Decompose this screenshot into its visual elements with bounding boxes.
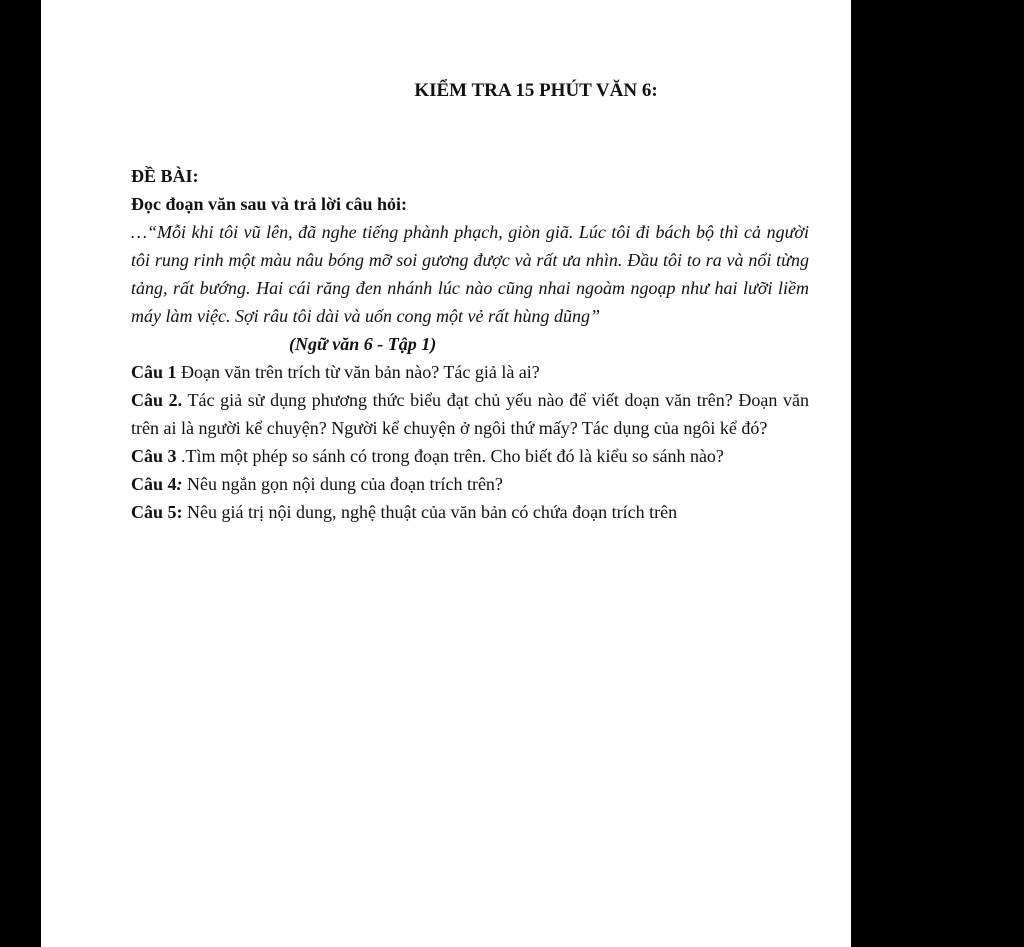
question-2-text: Tác giả sử dụng phương thức biểu đạt chủ yếu nào để viết doạn văn trên? Đoạn văn trên ai là người kể chuyện? Người kể chuyện ở ngôi thứ mấy? Tác dụng của ngôi kể đó? [131, 390, 809, 438]
question-1 [131, 358, 809, 386]
quoted-passage: …“Mỗi khi tôi vũ lên, đã nghe tiếng phành phạch, giòn giã. Lúc tôi đi bách bộ thì cả người tôi rung rinh một màu nâu bóng mỡ soi gương được và rất ưa nhìn. Đầu tôi to ra và nổi từng tảng, rất bướng. Hai cái răng đen nhánh lúc nào cũng nhai ngoàm ngoạp như hai lưỡi liềm máy làm việc. Sợi râu tôi dài và uốn cong một vẻ rất hùng dũng” [131, 222, 809, 326]
question-3-text: .Tìm một phép so sánh có trong đoạn trên. Cho biết đó là kiểu so sánh nào? [176, 446, 724, 466]
question-4 [131, 470, 809, 498]
question-1-label: Câu 1 [131, 362, 177, 382]
question-4-text: Nêu ngắn gọn nội dung của đoạn trích trên? [182, 474, 503, 494]
document-body [131, 162, 809, 526]
document-page [41, 0, 851, 947]
question-3 [131, 442, 809, 470]
question-5-label: Câu 5: [131, 502, 183, 522]
question-4-label: Câu 4 [131, 474, 177, 494]
instruction: Đọc đoạn văn sau và trả lời câu hỏi: [131, 194, 407, 214]
document-title: KIỂM TRA 15 PHÚT VĂN 6: [414, 80, 658, 101]
passage-source: (Ngữ văn 6 - Tập 1) [289, 334, 437, 354]
question-5-text: Nêu giá trị nội dung, nghệ thuật của văn bản có chứa đoạn trích trên [182, 502, 678, 522]
question-4-separator: : [176, 474, 183, 494]
question-5 [131, 498, 809, 526]
question-3-label: Câu 3 [131, 446, 177, 466]
section-heading: ĐỀ BÀI: [131, 166, 199, 186]
question-2 [131, 386, 809, 442]
question-2-label: Câu 2. [131, 390, 183, 410]
question-1-text: Đoạn văn trên trích từ văn bản nào? Tác giả là ai? [176, 362, 540, 382]
